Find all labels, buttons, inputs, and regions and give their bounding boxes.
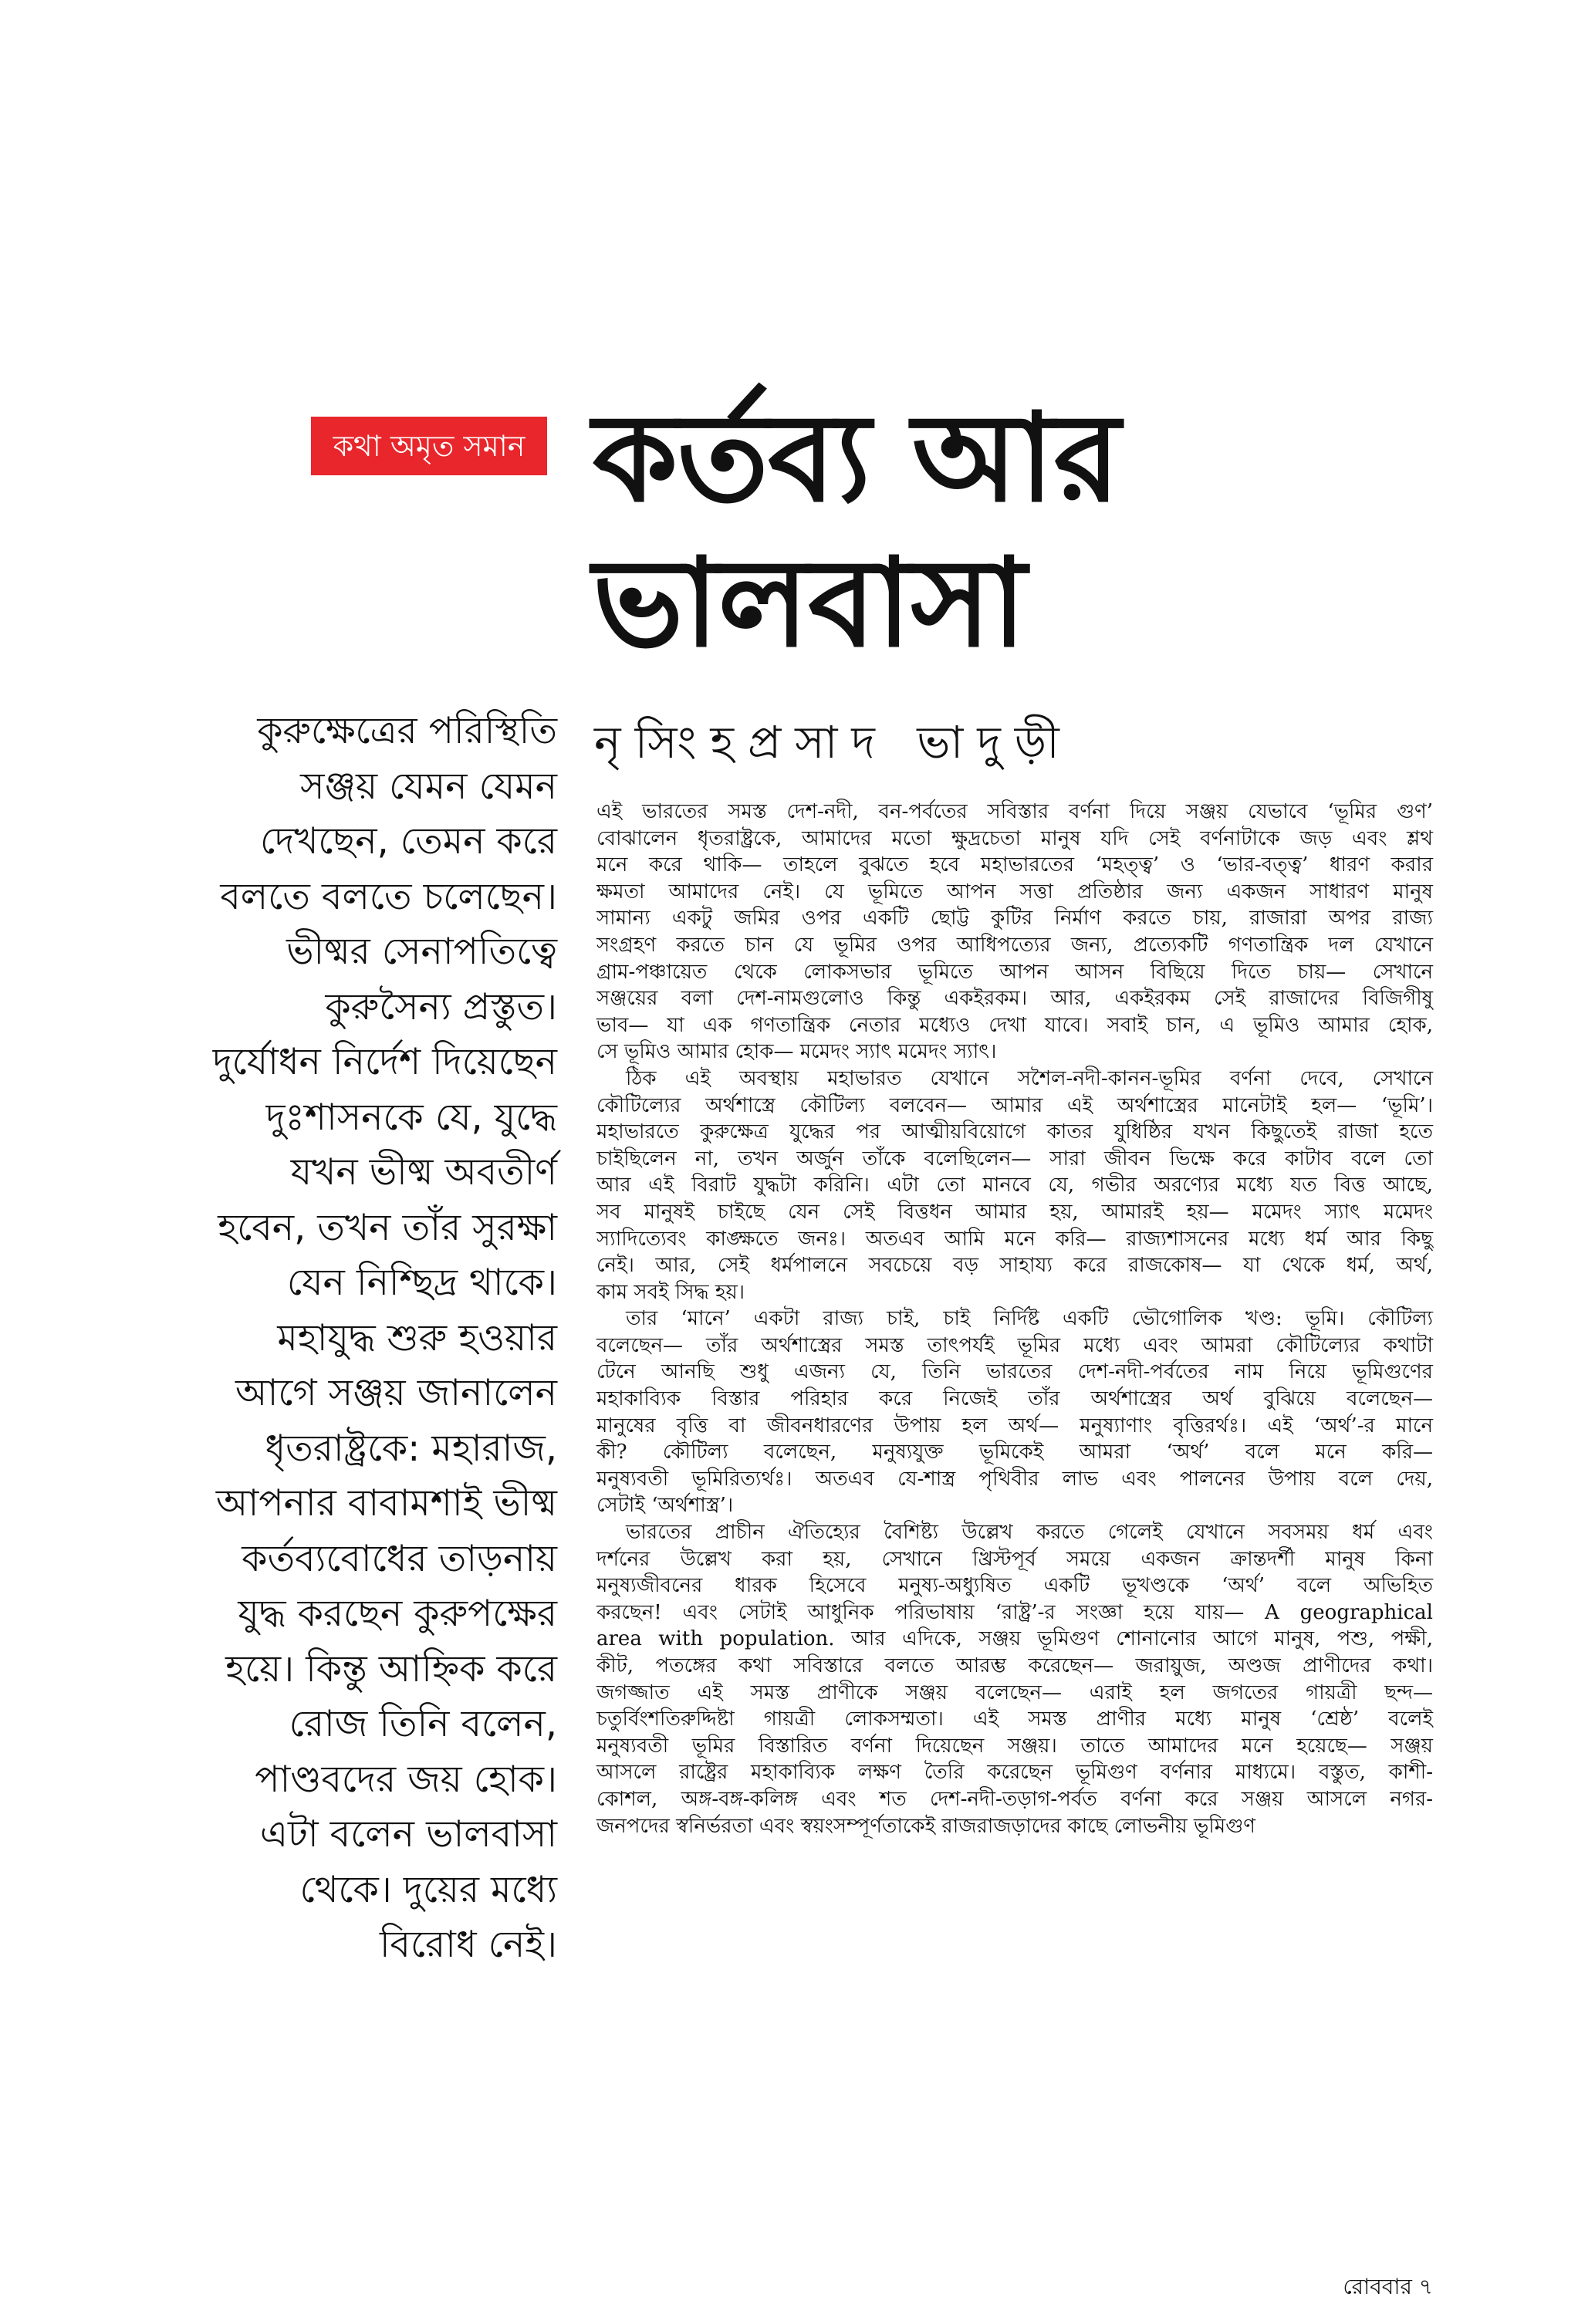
body-line: ক্ষমতা আমাদের নেই। যে ভূমিতে আপন সত্তা প্রতিষ্ঠার জন্য একজন সাধারণ মানুষ (596, 880, 1433, 904)
body-line: তার ‘মানে’ একটা রাজ্য চাই, চাই নির্দিষ্ট একটি ভৌগোলিক খণ্ড: ভূমি। কৌটিল্য (626, 1307, 1433, 1331)
body-line: কোশল, অঙ্গ-বঙ্গ-কলিঙ্গ এবং শত দেশ-নদী-তড়াগ-পর্বত বর্ণনা করে সঞ্জয় আসলে নগর- (596, 1787, 1433, 1811)
body-line: মনুষ্যবতী ভূমিরিত্যর্থঃ। অতএব যে-শাস্ত্র পৃথিবীর লাভ এবং পালনের উপায় বলে দেয়, (596, 1467, 1433, 1491)
pull-quote-line: যুদ্ধ করছেন কুরুপক্ষের (238, 1593, 557, 1635)
body-line: সংগ্রহণ করতে চান যে ভূমির ওপর আধিপত্যের জন্য, প্রত্যেকটি গণতান্ত্রিক দল যেখানে (596, 933, 1433, 957)
pull-quote-line: কুরুসৈন্য প্রস্তুত। (325, 985, 557, 1029)
body-line: মানুষের বৃত্তি বা জীবনধারণের উপায় হল অর্থ— মনুষ্যাণাং বৃত্তিরর্থঃ। এই ‘অর্থ’-র মানে (596, 1414, 1433, 1437)
pull-quote-line: এটা বলেন ভালবাসা (259, 1813, 557, 1856)
article-title (593, 386, 1519, 676)
pull-quote-line: দুঃশাসনকে যে, যুদ্ধে (265, 1096, 557, 1139)
body-line: সব মানুষই চাইছে যেন সেই বিত্তধন আমার হয়, আমারই হয়— মমেদং স্যাৎ মমেদং (596, 1200, 1433, 1224)
body-line: মনে করে থাকি— তাহলে বুঝতে হবে মহাভারতের ‘মহত্ত্ব’ ও ‘ভার-বত্ত্ব’ ধারণ করার (596, 853, 1433, 877)
body-line: ভাব— যা এক গণতান্ত্রিক নেতার মধ্যেও দেখা যাবে। সবাই চান, এ ভূমিও আমার হোক, (596, 1013, 1433, 1037)
body-line: আসলে রাষ্ট্রের মহাকাব্যিক লক্ষণ তৈরি করেছেন ভূমিগুণ বর্ণনার মাধ্যমে। বস্তুত, কাশী- (596, 1761, 1433, 1785)
pull-quote-line: মহাযুদ্ধ শুরু হওয়ার (277, 1316, 557, 1360)
body-line: দর্শনের উল্লেখ করা হয়, সেখানে খ্রিস্টপূর্ব সময়ে একজন ক্রান্তদর্শী মানুষ কিনা (596, 1547, 1433, 1571)
body-line: আর এই বিরাট যুদ্ধটা করিনি। এটা তো মানবে যে, গভীর অরণ্যের মধ্যে যত বিত্ত আছে, (596, 1174, 1433, 1197)
body-line: কাম সবই সিদ্ধ হয়। (596, 1280, 745, 1304)
body-line: ঠিক এই অবস্থায় মহাভারত যেখানে সশৈল-নদী-কানন-ভূমির বর্ণনা দেবে, সেখানে (626, 1066, 1433, 1090)
section-tag: কথা অমৃত সমান (311, 417, 547, 475)
author-name: নৃসিংহপ্রসাদ ভাদুড়ী (594, 716, 1073, 768)
pull-quote-line: রোজ তিনি বলেন, (289, 1703, 557, 1745)
pull-quote-line: দুর্যোধন নির্দেশ দিয়েছেন (212, 1041, 557, 1083)
body-line: স্যাদিত্যেবং কাঙ্ক্ষতে জনঃ। অতএব আমি মনে করি— রাজ্যশাসনের মধ্যে ধর্ম আর কিছু (596, 1227, 1433, 1251)
pull-quote-line: ভীষ্মর সেনাপতিত্বে (286, 931, 557, 973)
body-line: জগজ্জাত এই সমস্ত প্রাণীকে সঞ্জয় বলেছেন— এরাই হল জগতের গায়ত্রী ছন্দ— (596, 1681, 1433, 1704)
body-line: গ্রাম-পঞ্চায়েত থেকে লোকসভার ভূমিতে আপন আসন বিছিয়ে দিতে চায়— সেখানে (596, 960, 1433, 984)
pull-quote-line: আগে সঞ্জয় জানালেন (235, 1372, 557, 1414)
pull-quote-line: দেখছেন, তেমন করে (259, 820, 557, 863)
pull-quote-line: পাণ্ডবদের জয় হোক। (255, 1758, 557, 1801)
body-line: বোঝালেন ধৃতরাষ্ট্রকে, আমাদের মতো ক্ষুদ্রচেতা মানুষ যদি সেই বর্ণনাটাকে জড় এবং শ্লথ (596, 826, 1433, 850)
body-line: করছেন! এবং সেটাই আধুনিক পরিভাষায় ‘রাষ্ট্র’-র সংজ্ঞা হয়ে যায়— A geographical (596, 1600, 1433, 1624)
body-line: নেই। আর, সেই ধর্মপালনে সবচেয়ে বড় সাহায্য করে রাজকোষ— যা থেকে ধর্ম, অর্থ, (596, 1254, 1433, 1278)
body-line: কী? কৌটিল্য বলেছেন, মনুষ্যযুক্ত ভূমিকেই আমরা ‘অর্থ’ বলে মনে করি— (596, 1441, 1433, 1464)
body-line: মহাকাব্যিক বিস্তার পরিহার করে নিজেই তাঁর অর্থশাস্ত্রের অর্থ বুঝিয়ে বলেছেন— (596, 1387, 1433, 1411)
pull-quote-line: বলতে বলতে চলেছেন। (220, 875, 557, 918)
body-line: মনুষ্যজীবনের ধারক হিসেবে মনুষ্য-অধ্যুষিত একটি ভূখণ্ডকে ‘অর্থ’ বলে অভিহিত (596, 1574, 1433, 1598)
body-line: সে ভূমিও আমার হোক— মমেদং স্যাৎ মমেদং স্যাৎ। (596, 1040, 997, 1064)
body-line: চাইছিলেন না, তখন অর্জুন তাঁকে বলেছিলেন— সারা জীবন ভিক্ষে করে কাটাব বলে তো (596, 1147, 1433, 1170)
pull-quote-line: যেন নিশ্ছিদ্র থাকে। (286, 1262, 557, 1304)
body-line: ভারতের প্রাচীন ঐতিহ্যের বৈশিষ্ট্য উল্লেখ করতে গেলেই যেখানে সবসময় ধর্ম এবং (626, 1521, 1433, 1545)
body-line: জনপদের স্বনির্ভরতা এবং স্বয়ংসম্পূর্ণতাকেই রাজরাজড়াদের কাছে লোভনীয় ভূমিগুণ (596, 1814, 1255, 1838)
pull-quote-line: যখন ভীষ্ম অবতীর্ণ (290, 1151, 557, 1194)
pull-quote-line: বিরোধ নেই। (379, 1924, 557, 1966)
body-line: বলেছেন— তাঁর অর্থশাস্ত্রের সমস্ত তাৎপর্যই ভূমির মধ্যে এবং আমরা কৌটিল্যের কথাটা (596, 1333, 1433, 1357)
pull-quote (139, 704, 557, 1973)
body-line: সামান্য একটু জমির ওপর একটি ছোট্ট কুটির নির্মাণ করতে চায়, রাজারা অপর রাজ্য (596, 907, 1433, 931)
pull-quote-line: সঞ্জয় যেমন যেমন (300, 765, 557, 808)
title-line-2: ভালবাসা (593, 532, 1026, 674)
pull-quote-line: থেকে। দুয়ের মধ্যে (299, 1868, 557, 1911)
pull-quote-line: আপনার বাবামশাই ভীষ্ম (215, 1482, 557, 1525)
pull-quote-line: হবেন, তখন তাঁর সুরক্ষা (218, 1206, 557, 1249)
pull-quote-line: হয়ে। কিন্তু আহ্নিক করে (225, 1647, 557, 1691)
body-line: সঞ্জয়ের বলা দেশ-নামগুলোও কিন্তু একইরকম। আর, একইরকম সেই রাজাদের বিজিগীষু (596, 987, 1433, 1011)
body-line: কৌটিল্যের অর্থশাস্ত্রে কৌটিল্য বলবেন— আমার এই অর্থশাস্ত্রের মানেটাই হল— ‘ভূমি’। (596, 1093, 1433, 1117)
title-line-1: কর্তব্য আর (593, 387, 1120, 529)
pull-quote-line: কুরুক্ষেত্রের পরিস্থিতি (257, 710, 557, 752)
article-body (596, 799, 1433, 1839)
body-line: কীট, পতঙ্গের কথা সবিস্তারে বলতে আরম্ভ করেছেন— জরায়ুজ, অণ্ডজ প্রাণীদের কথা। (596, 1654, 1433, 1677)
pull-quote-line: কর্তব্যবোধের তাড়নায় (242, 1537, 557, 1580)
page-footer: রোববার ৭ (1343, 2274, 1433, 2299)
pull-quote-line: ধৃতরাষ্ট্রকে: মহারাজ, (265, 1427, 557, 1470)
body-line: এই ভারতের সমস্ত দেশ-নদী, বন-পর্বতের সবিস্তার বর্ণনা দিয়ে সঞ্জয় যেভাবে ‘ভূমির গুণ’ (596, 800, 1433, 823)
body-line: চতুর্বিংশতিরুদ্দিষ্টা গায়ত্রী লোকসম্মতা। এই সমস্ত প্রাণীর মধ্যে মানুষ ‘শ্রেষ্ঠ’ বলেই (596, 1708, 1433, 1731)
body-line: মনুষ্যবতী ভূমির বিস্তারিত বর্ণনা দিয়েছেন সঞ্জয়। তাতে আমাদের মনে হয়েছে— সঞ্জয় (596, 1734, 1433, 1758)
body-line: টেনে আনছি শুধু এজন্য যে, তিনি ভারতের দেশ-নদী-পর্বতের নাম নিয়ে ভূমিগুণের (596, 1360, 1433, 1384)
body-line: মহাভারতে কুরুক্ষেত্র যুদ্ধের পর আত্মীয়বিয়োগে কাতর যুধিষ্ঠির যখন কিছুতেই রাজা হতে (596, 1120, 1433, 1144)
body-line: সেটাই ‘অর্থশাস্ত্র’। (596, 1494, 734, 1518)
body-line: area with population. আর এদিকে, সঞ্জয় ভূমিগুণ শোনানোর আগে মানুষ, পশু, পক্ষী, (596, 1627, 1433, 1651)
